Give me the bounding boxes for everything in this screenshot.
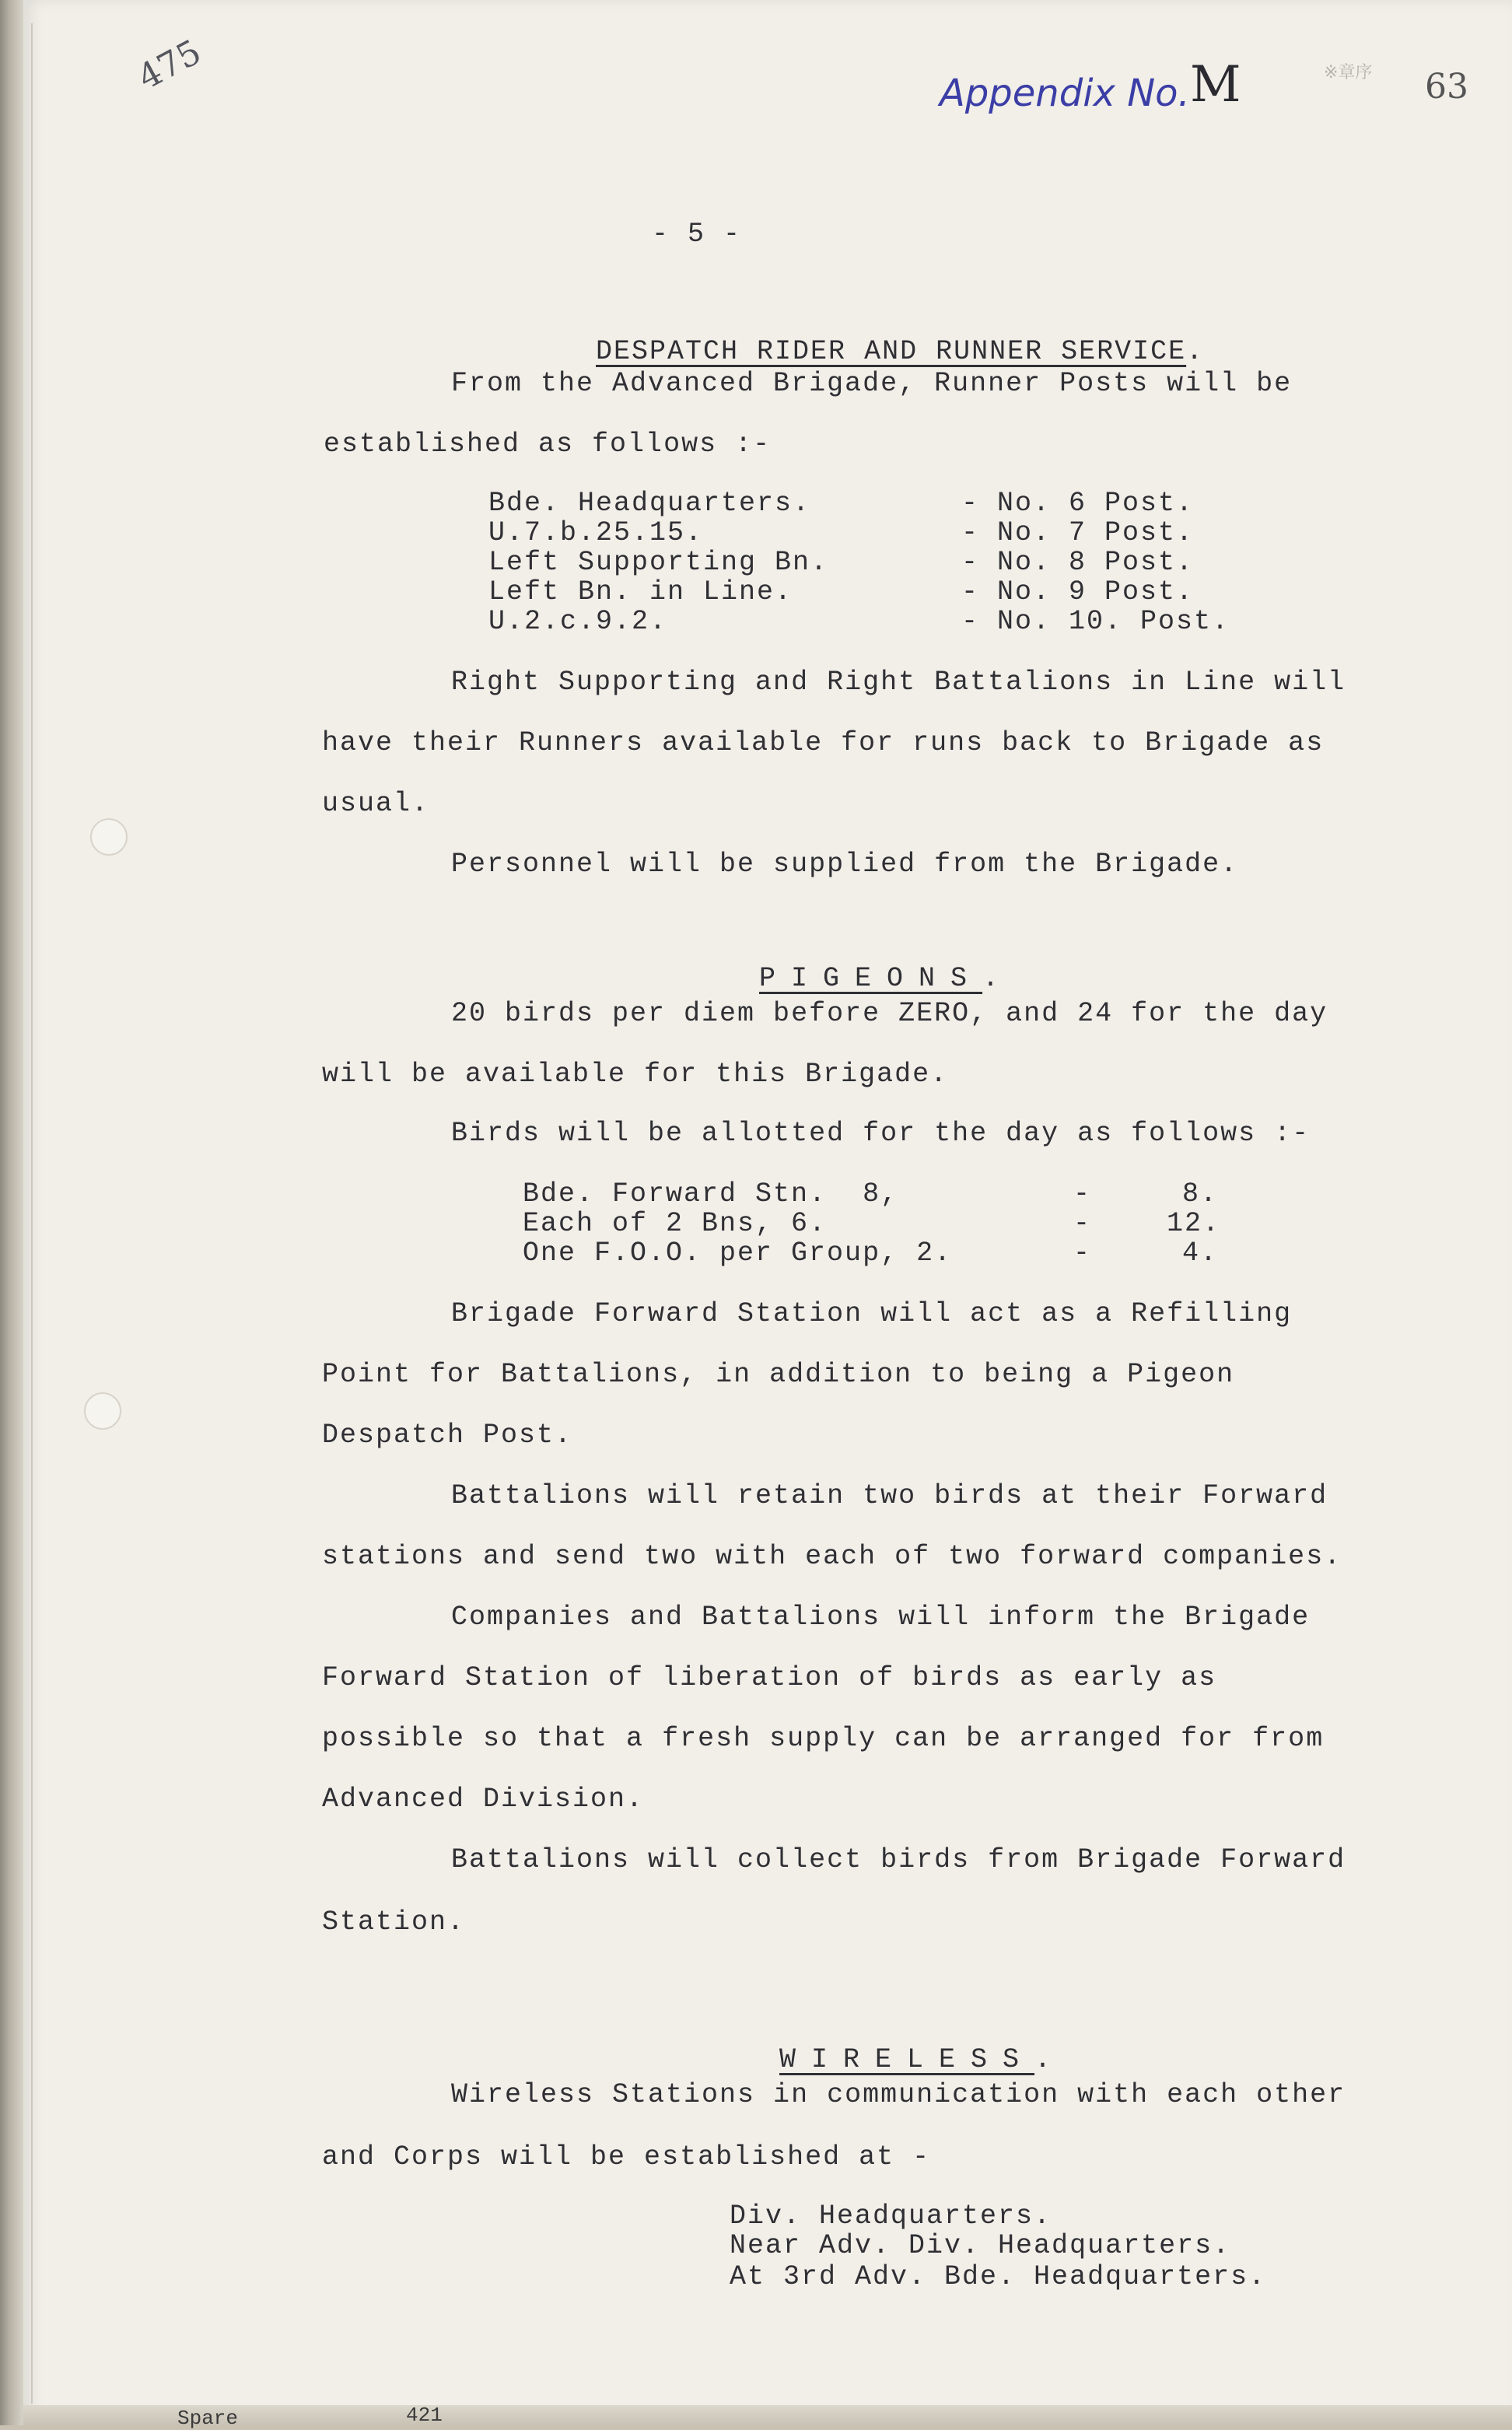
wireless-para1-line-1: Wireless Stations in communication with each other: [451, 2079, 1346, 2110]
pigeons-heading-line: [723, 938, 1000, 993]
pigeons-para3-line-3: Despatch Post.: [322, 1420, 573, 1451]
wireless-heading-period: .: [1034, 2044, 1053, 2075]
pigeons-para4-line-2: stations and send two with each of two forward companies.: [322, 1541, 1342, 1572]
post-number: - No. 7 Post.: [961, 517, 1195, 548]
post-number: - No. 6 Post.: [961, 488, 1195, 519]
punch-hole-upper: [90, 818, 128, 856]
appendix-stamp: Appendix No.: [940, 72, 1190, 115]
allotment-dash: -: [1073, 1208, 1092, 1239]
appendix-letter: M: [1190, 56, 1241, 114]
despatch-para2-line-3: usual.: [322, 788, 430, 819]
bottom-edge-label: Spare: [177, 2407, 239, 2430]
despatch-heading: DESPATCH RIDER AND RUNNER SERVICE: [596, 336, 1187, 367]
allotment-unit: Bde. Forward Stn. 8,: [523, 1178, 899, 1210]
post-number: - No. 8 Post.: [961, 547, 1195, 578]
pigeons-para4-line-1: Battalions will retain two birds at their Forward: [451, 1480, 1328, 1511]
pigeons-heading: PIGEONS: [759, 963, 983, 994]
bottom-edge-number: 421: [406, 2404, 443, 2427]
faint-stamp: ※章序: [1324, 63, 1373, 82]
wireless-station: Near Adv. Div. Headquarters.: [730, 2230, 1231, 2261]
post-place: Left Bn. in Line.: [488, 576, 793, 608]
post-number: - No. 10. Post.: [961, 606, 1230, 637]
despatch-heading-period: .: [1186, 336, 1205, 367]
allotment-unit: One F.O.O. per Group, 2.: [523, 1238, 953, 1269]
wireless-heading-line: [744, 2019, 1052, 2074]
folio-number: 63: [1425, 67, 1468, 107]
despatch-para3: Personnel will be supplied from the Brigade.: [451, 849, 1239, 880]
wireless-station: Div. Headquarters.: [730, 2201, 1052, 2232]
pigeons-para6-line-2: Station.: [322, 1907, 466, 1938]
page-fold-line: [31, 23, 33, 2404]
despatch-para2-line-2: have their Runners available for runs back to Brigade as: [322, 727, 1325, 758]
wireless-heading: WIRELESS: [779, 2044, 1035, 2075]
allotment-dash: -: [1073, 1238, 1092, 1269]
page-number: - 5 -: [652, 219, 742, 250]
pigeons-para1-line-1: 20 birds per diem before ZERO, and 24 for the day: [451, 998, 1328, 1029]
pigeons-para3-line-2: Point for Battalions, in addition to being a Pigeon: [322, 1359, 1235, 1390]
post-place: U.2.c.9.2.: [488, 606, 668, 637]
wireless-station: At 3rd Adv. Bde. Headquarters.: [730, 2261, 1267, 2292]
pigeons-para3-line-1: Brigade Forward Station will act as a Refilling: [451, 1298, 1293, 1329]
despatch-heading-line: [560, 311, 1204, 366]
post-place: U.7.b.25.15.: [488, 517, 704, 548]
allotment-dash: -: [1073, 1178, 1092, 1210]
despatch-intro-line-1: From the Advanced Brigade, Runner Posts will be: [451, 368, 1293, 399]
wireless-para1-line-2: and Corps will be established at -: [322, 2141, 931, 2173]
despatch-para2-line-1: Right Supporting and Right Battalions in Line will: [451, 667, 1346, 698]
post-place: Bde. Headquarters.: [488, 488, 811, 519]
underlying-page-edge: [23, 2405, 1512, 2425]
pigeons-para5-line-4: Advanced Division.: [322, 1784, 645, 1815]
pigeons-para5-line-2: Forward Station of liberation of birds as early as: [322, 1662, 1217, 1693]
handwritten-page-number: 475: [131, 32, 208, 98]
despatch-intro-line-2: established as follows :-: [324, 429, 772, 460]
pigeons-para2: Birds will be allotted for the day as follows :-: [451, 1118, 1311, 1149]
pigeons-para5-line-3: possible so that a fresh supply can be arranged for from: [322, 1723, 1325, 1754]
post-number: - No. 9 Post.: [961, 576, 1195, 608]
pigeons-para1-line-2: will be available for this Brigade.: [322, 1059, 949, 1090]
post-place: Left Supporting Bn.: [488, 547, 829, 578]
allotment-count: 12.: [1167, 1208, 1221, 1239]
allotment-count: 4.: [1182, 1238, 1219, 1269]
binding-edge: [0, 0, 23, 2425]
pigeons-heading-period: .: [982, 963, 1001, 994]
allotment-unit: Each of 2 Bns, 6.: [523, 1208, 828, 1239]
allotment-count: 8.: [1182, 1178, 1219, 1210]
pigeons-para6-line-1: Battalions will collect birds from Brigade Forward: [451, 1844, 1346, 1875]
punch-hole-lower: [84, 1392, 121, 1430]
pigeons-para5-line-1: Companies and Battalions will inform the Brigade: [451, 1602, 1311, 1633]
